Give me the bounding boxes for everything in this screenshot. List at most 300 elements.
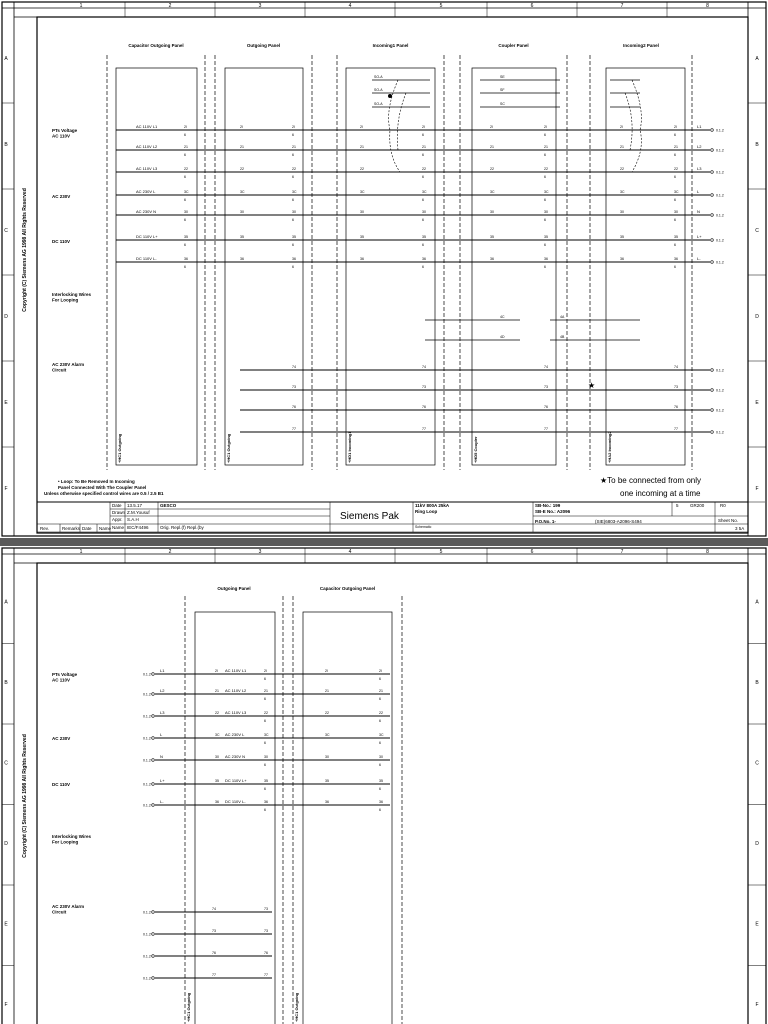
svg-text:73: 73 <box>264 907 268 911</box>
terminal-number: 21 <box>240 145 244 149</box>
svg-text:76: 76 <box>422 405 426 409</box>
terminal-number: 6 <box>292 153 294 157</box>
svg-text:2l: 2l <box>379 669 382 673</box>
pt-voltage-label: PTs Voltage AC 110V <box>52 128 78 139</box>
row-marker: E <box>4 921 8 928</box>
svg-text:0.1.2: 0.1.2 <box>143 803 151 808</box>
terminal-number: 6 <box>422 198 424 202</box>
bus-end-label: L3 <box>697 166 702 171</box>
tb-rev: Rev. <box>40 526 49 531</box>
svg-text:21: 21 <box>264 689 268 693</box>
bus-ref: 0.1.2 <box>716 238 724 243</box>
panel-tag: +HD5 Coupler <box>473 436 478 463</box>
svg-text:35: 35 <box>215 779 219 783</box>
tb-company: Siemens Pak <box>340 511 399 522</box>
svg-text:76: 76 <box>674 405 678 409</box>
column-marker: 3 <box>258 3 262 9</box>
ac230-label-2: AC 230V <box>52 736 71 741</box>
column-marker: 1 <box>79 549 83 555</box>
svg-text:76: 76 <box>212 951 216 955</box>
row-marker: B <box>755 142 759 148</box>
svg-text:SC: SC <box>500 102 505 106</box>
svg-text:3C: 3C <box>379 733 384 737</box>
terminal-number: 6 <box>184 175 186 179</box>
panel-title: Capacitor Outgoing Panel <box>128 43 184 48</box>
alarm-circuit-label-2: AC 230V Alarm Circuit <box>52 904 85 915</box>
row-marker: D <box>4 840 8 847</box>
row-marker: D <box>4 314 8 320</box>
tb-rev-col: R0 <box>720 503 726 508</box>
svg-text:77: 77 <box>292 427 296 431</box>
terminal-number: 21 <box>184 145 188 149</box>
terminal-number: 36 <box>292 257 296 261</box>
svg-text:6: 6 <box>379 677 381 681</box>
page-separator <box>0 538 768 546</box>
svg-text:3C: 3C <box>325 733 330 737</box>
svg-text:6: 6 <box>379 787 381 791</box>
row-marker: B <box>755 679 759 686</box>
svg-text:SE: SE <box>500 75 505 79</box>
terminal-number: 6 <box>422 175 424 179</box>
svg-text:0.1.2: 0.1.2 <box>716 408 724 413</box>
bus-wire-label: AC 230V L <box>136 189 156 194</box>
row-marker: E <box>4 400 8 406</box>
column-marker: 5 <box>439 549 443 555</box>
bus-ref: 0.1.2 <box>716 128 724 133</box>
terminal-number: 6 <box>544 133 546 137</box>
svg-text:6: 6 <box>379 808 381 812</box>
column-marker: 8 <box>706 3 709 9</box>
terminal-number: 6 <box>184 198 186 202</box>
bus-end-label: N <box>697 209 700 214</box>
row-marker: E <box>755 400 759 406</box>
svg-text:6: 6 <box>379 719 381 723</box>
terminal-number: 35 <box>490 235 494 239</box>
terminal-number: 6 <box>292 175 294 179</box>
terminal-number: 30 <box>292 210 296 214</box>
terminal-number: 6 <box>422 265 424 269</box>
terminal-number: 2l <box>620 125 623 129</box>
terminal-number: 6 <box>544 243 546 247</box>
bus-start-label: L1 <box>160 668 165 673</box>
pt-voltage-label-2: PTs Voltage AC 110V <box>52 672 78 683</box>
svg-text:2l: 2l <box>215 669 218 673</box>
column-marker: 6 <box>530 549 534 555</box>
svg-text:6: 6 <box>264 787 266 791</box>
row-marker: C <box>755 228 759 234</box>
svg-text:6: 6 <box>379 697 381 701</box>
row-marker: F <box>755 486 759 492</box>
column-marker: 7 <box>620 3 624 9</box>
terminal-number: 2l <box>544 125 547 129</box>
terminal-number: 21 <box>360 145 364 149</box>
terminal-number: 6 <box>422 243 424 247</box>
terminal-number: 6 <box>674 175 676 179</box>
svg-text:6: 6 <box>379 763 381 767</box>
svg-text:0.1.2: 0.1.2 <box>143 758 151 763</box>
terminal-number: 6 <box>674 265 676 269</box>
svg-text:SO-A: SO-A <box>374 75 383 79</box>
tb-po-no: P.O.No. 1- <box>535 519 556 524</box>
terminal-number: 30 <box>360 210 364 214</box>
column-marker: 1 <box>79 3 83 9</box>
terminal-number: 36 <box>360 257 364 261</box>
bus-ref: 0.1.2 <box>716 260 724 265</box>
connection-note-line2: one incoming at a time <box>620 489 701 498</box>
svg-text:36: 36 <box>264 800 268 804</box>
terminal-number: 6 <box>544 265 546 269</box>
svg-text:74: 74 <box>292 365 296 369</box>
panel-title: Incoming2 Panel <box>623 43 659 48</box>
terminal-number: 6 <box>292 133 294 137</box>
title-block <box>37 502 765 532</box>
svg-text:SO-A: SO-A <box>374 88 383 92</box>
terminal-number: 3C <box>240 190 245 194</box>
column-marker: 4 <box>348 549 352 555</box>
tb-sheet-of: 5 <box>676 503 679 508</box>
terminal-number: 3C <box>620 190 625 194</box>
svg-text:0.1.2: 0.1.2 <box>143 692 151 697</box>
svg-text:0.1.2: 0.1.2 <box>143 910 151 915</box>
svg-text:73: 73 <box>544 385 548 389</box>
svg-text:74: 74 <box>674 365 678 369</box>
row-marker: E <box>755 921 759 928</box>
svg-text:0.1.2: 0.1.2 <box>143 782 151 787</box>
panel-tag: +HC1 Outgoing <box>294 992 299 1022</box>
svg-text:76: 76 <box>264 951 268 955</box>
tb-project: 11kV 800A 25kA <box>415 503 450 508</box>
panel-tag: +HC1 Outgoing <box>186 992 191 1022</box>
terminal-number: 6 <box>674 243 676 247</box>
svg-text:77: 77 <box>212 973 216 977</box>
svg-text:35: 35 <box>379 779 383 783</box>
schematic-sheet-2 <box>0 546 768 1024</box>
svg-text:73: 73 <box>422 385 426 389</box>
terminal-number: 2l <box>490 125 493 129</box>
terminal-number: 3C <box>184 190 189 194</box>
loop-note-line1: • Loop: To Be Removed In Incoming <box>58 479 135 484</box>
terminal-number: 6 <box>544 175 546 179</box>
terminal-number: 6 <box>674 218 676 222</box>
terminal-number: 22 <box>490 167 494 171</box>
column-marker: 3 <box>258 549 262 555</box>
svg-text:SO-A: SO-A <box>374 102 383 106</box>
tb-norm: IEC/F4496 <box>127 525 149 530</box>
terminal-number: 2l <box>240 125 243 129</box>
svg-text:22: 22 <box>325 711 329 715</box>
svg-text:3C: 3C <box>264 733 269 737</box>
terminal-number: 35 <box>292 235 296 239</box>
row-marker: C <box>4 228 8 234</box>
svg-text:0.1.2: 0.1.2 <box>143 672 151 677</box>
svg-text:36: 36 <box>379 800 383 804</box>
terminal-number: 35 <box>544 235 548 239</box>
svg-text:6: 6 <box>264 741 266 745</box>
bus-ref: 0.1.2 <box>716 193 724 198</box>
terminal-number: 36 <box>422 257 426 261</box>
row-marker: C <box>755 760 759 767</box>
bus-end-label: L- <box>697 256 701 261</box>
copyright-text: Copyright (C) Siemens AG 1998 All Rights Reserved <box>22 188 28 312</box>
bus-ref: 0.1.2 <box>716 170 724 175</box>
panel-title: Outgoing Panel <box>246 43 281 48</box>
terminal-number: 35 <box>674 235 678 239</box>
svg-text:36: 36 <box>215 800 219 804</box>
terminal-number: 3C <box>544 190 549 194</box>
terminal-number: 3C <box>360 190 365 194</box>
terminal-number: 6 <box>184 153 186 157</box>
bus-start-label: L2 <box>160 688 165 693</box>
tb-name-header: Name <box>112 525 125 530</box>
svg-text:6: 6 <box>264 808 266 812</box>
panel-title: Capacitor Outgoing Panel <box>319 586 376 591</box>
terminal-number: 30 <box>240 210 244 214</box>
column-marker: 2 <box>168 3 172 9</box>
terminal-number: 21 <box>544 145 548 149</box>
terminal-number: 2l <box>184 125 187 129</box>
terminal-number: 35 <box>422 235 426 239</box>
row-marker: F <box>4 1001 8 1008</box>
bus-start-label: L3 <box>160 710 165 715</box>
terminal-number: 6 <box>674 198 676 202</box>
terminal-number: 6 <box>544 153 546 157</box>
svg-text:35: 35 <box>325 779 329 783</box>
terminal-number: 6 <box>292 198 294 202</box>
terminal-number: 21 <box>490 145 494 149</box>
terminal-number: 6 <box>184 243 186 247</box>
terminal-number: 2l <box>674 125 677 129</box>
svg-text:3C: 3C <box>215 733 220 737</box>
svg-text:76: 76 <box>292 405 296 409</box>
terminal-number: 30 <box>184 210 188 214</box>
bus-end-label: L1 <box>697 124 702 129</box>
terminal-number: 6 <box>674 153 676 157</box>
panel-tag: +HA2 Incoming2 <box>607 431 612 463</box>
row-marker: C <box>4 760 8 767</box>
bus-start-label: N <box>160 754 163 759</box>
panel-title: Incoming1 Panel <box>372 43 409 48</box>
svg-text:77: 77 <box>544 427 548 431</box>
svg-text:21: 21 <box>379 689 383 693</box>
terminal-number: 35 <box>240 235 244 239</box>
copyright-text-2: Copyright (C) Siemens AG 1998 All Rights Reserved <box>22 734 28 858</box>
panel-tag: +HC1 Outgoing <box>117 433 122 463</box>
panel-title: Outgoing Panel <box>217 586 251 591</box>
tb-ref: Orig. Repl.(f) Repl.(by <box>160 525 204 530</box>
terminal-number: 36 <box>184 257 188 261</box>
terminal-number: 22 <box>422 167 426 171</box>
panel-tag: +HD1 Incoming1 <box>347 431 352 463</box>
terminal-number: 6 <box>292 218 294 222</box>
svg-text:6: 6 <box>264 697 266 701</box>
svg-text:74: 74 <box>544 365 548 369</box>
loop-note-line3: Unless otherwise specified control wires are 0.5 / 2.5 B1 <box>44 491 164 496</box>
terminal-number: 2l <box>292 125 295 129</box>
drawing-sheet-2 <box>0 546 768 1024</box>
terminal-number: 6 <box>184 133 186 137</box>
svg-text:30: 30 <box>264 755 268 759</box>
bus-wire-label: AC 230V N <box>225 754 246 759</box>
row-marker: B <box>4 142 8 148</box>
terminal-number: 6 <box>422 218 424 222</box>
bus-start-label: L <box>160 732 163 737</box>
terminal-number: 21 <box>620 145 624 149</box>
svg-text:77: 77 <box>264 973 268 977</box>
bus-wire-label: AC 230V L <box>225 732 245 737</box>
tb-sheet-label: Sheet No. <box>718 518 739 523</box>
svg-text:4A: 4A <box>560 315 565 319</box>
column-marker: 7 <box>620 549 624 555</box>
terminal-number: 36 <box>240 257 244 261</box>
svg-text:22: 22 <box>215 711 219 715</box>
terminal-number: 6 <box>184 265 186 269</box>
bus-wire-label: AC 110V L1 <box>136 124 158 129</box>
terminal-number: 30 <box>490 210 494 214</box>
svg-text:73: 73 <box>212 929 216 933</box>
svg-text:73: 73 <box>264 929 268 933</box>
bus-end-label: L2 <box>697 144 702 149</box>
terminal-number: 35 <box>184 235 188 239</box>
terminal-number: 35 <box>360 235 364 239</box>
row-marker: D <box>755 314 759 320</box>
svg-text:Date: Date <box>112 503 122 508</box>
connection-note-line1: ★To be connected from only <box>600 476 702 485</box>
svg-text:6: 6 <box>264 677 266 681</box>
svg-text:0.1.2: 0.1.2 <box>716 368 724 373</box>
terminal-number: 6 <box>184 218 186 222</box>
ac230-label: AC 230V <box>52 194 71 199</box>
bus-wire-label: DC 110V L- <box>136 256 157 261</box>
terminal-number: 30 <box>674 210 678 214</box>
terminal-number: 22 <box>674 167 678 171</box>
bus-start-label: L- <box>160 799 164 804</box>
svg-text:6: 6 <box>264 763 266 767</box>
svg-text:36: 36 <box>325 800 329 804</box>
svg-text:6: 6 <box>264 719 266 723</box>
terminal-number: 22 <box>292 167 296 171</box>
tb-sbe-no: SB-E No.: A2096 <box>535 509 571 514</box>
terminal-number: 3C <box>490 190 495 194</box>
tb-name-header-2: Name <box>99 526 112 531</box>
terminal-number: 35 <box>620 235 624 239</box>
bus-end-label: L <box>697 189 700 194</box>
bus-start-label: L+ <box>160 778 165 783</box>
interlocking-label-2: Interlocking Wires For Looping <box>52 834 91 845</box>
bus-wire-label: AC 110V L2 <box>225 688 247 693</box>
terminal-number: 22 <box>360 167 364 171</box>
tb-subtitle: Ring Loop <box>415 509 438 514</box>
terminal-number: 30 <box>620 210 624 214</box>
terminal-number: 36 <box>620 257 624 261</box>
tb-customer: GESCO <box>160 503 177 508</box>
svg-text:0.1.2: 0.1.2 <box>143 736 151 741</box>
tb-sheet-num: 3 5A <box>735 526 745 531</box>
star-marker: ★ <box>588 381 596 390</box>
svg-text:Drawn: Drawn <box>112 510 126 515</box>
terminal-number: 3C <box>292 190 297 194</box>
terminal-number: 6 <box>544 198 546 202</box>
svg-text:0.1.2: 0.1.2 <box>143 932 151 937</box>
svg-text:30: 30 <box>215 755 219 759</box>
column-marker: 8 <box>706 549 709 555</box>
row-marker: A <box>755 599 759 606</box>
terminal-number: 3C <box>422 190 427 194</box>
row-marker: A <box>4 56 8 62</box>
row-marker: F <box>755 1001 759 1008</box>
svg-text:4D: 4D <box>500 335 505 339</box>
svg-text:30: 30 <box>379 755 383 759</box>
alarm-circuit-label: AC 230V Alarm Circuit <box>52 362 85 373</box>
row-marker: A <box>755 56 759 62</box>
bus-wire-label: AC 110V L2 <box>136 144 158 149</box>
svg-text:76: 76 <box>544 405 548 409</box>
terminal-number: 6 <box>422 153 424 157</box>
svg-text:2l: 2l <box>264 669 267 673</box>
terminal-number: 21 <box>674 145 678 149</box>
svg-text:21: 21 <box>215 689 219 693</box>
loop-note-line2: Panel Connected With The Coupler Panel <box>58 485 147 490</box>
terminal-number: 36 <box>674 257 678 261</box>
svg-text:Appr.: Appr. <box>112 517 123 522</box>
terminal-number: 22 <box>184 167 188 171</box>
svg-text:77: 77 <box>674 427 678 431</box>
column-marker: 6 <box>530 3 534 9</box>
bus-wire-label: DC 110V L+ <box>136 234 158 239</box>
terminal-number: 21 <box>422 145 426 149</box>
panel-title: Coupler Panel <box>498 43 529 48</box>
column-marker: 4 <box>348 3 352 9</box>
terminal-number: 30 <box>544 210 548 214</box>
svg-text:35: 35 <box>264 779 268 783</box>
svg-text:0.1.2: 0.1.2 <box>716 388 724 393</box>
terminal-number: 2l <box>360 125 363 129</box>
bus-ref: 0.1.2 <box>716 148 724 153</box>
panel-tag: +HC1 Outgoing <box>226 433 231 463</box>
svg-text:2l: 2l <box>325 669 328 673</box>
bus-wire-label: AC 110V L1 <box>225 668 247 673</box>
tb-date-header: Date <box>82 526 92 531</box>
terminal-number: 6 <box>674 133 676 137</box>
svg-text:77: 77 <box>422 427 426 431</box>
svg-text:4C: 4C <box>500 315 505 319</box>
tb-schematic: Schematic <box>415 525 432 529</box>
svg-text:0.1.2: 0.1.2 <box>143 976 151 981</box>
terminal-number: 30 <box>422 210 426 214</box>
bus-wire-label: DC 110V L+ <box>225 778 247 783</box>
tb-drawn: Z.M.Yousuf <box>127 510 150 515</box>
terminal-number: 6 <box>544 218 546 222</box>
row-marker: D <box>755 840 759 847</box>
terminal-number: 2l <box>422 125 425 129</box>
tb-date: 13.5.17 <box>127 503 143 508</box>
tb-remarks: Remarks <box>62 526 81 531</box>
interlocking-label: Interlocking Wires For Looping <box>52 292 91 303</box>
terminal-number: 36 <box>490 257 494 261</box>
svg-text:73: 73 <box>292 385 296 389</box>
terminal-number: 21 <box>292 145 296 149</box>
bus-ref: 0.1.2 <box>716 213 724 218</box>
terminal-number: 22 <box>240 167 244 171</box>
svg-text:74: 74 <box>212 907 216 911</box>
tb-sheet-total: GR200 <box>690 503 705 508</box>
svg-text:73: 73 <box>674 385 678 389</box>
svg-text:21: 21 <box>325 689 329 693</box>
svg-text:SF: SF <box>500 88 505 92</box>
terminal-number: 22 <box>620 167 624 171</box>
bus-end-label: L+ <box>697 234 702 239</box>
row-marker: A <box>4 599 8 606</box>
svg-text:0.1.2: 0.1.2 <box>143 954 151 959</box>
